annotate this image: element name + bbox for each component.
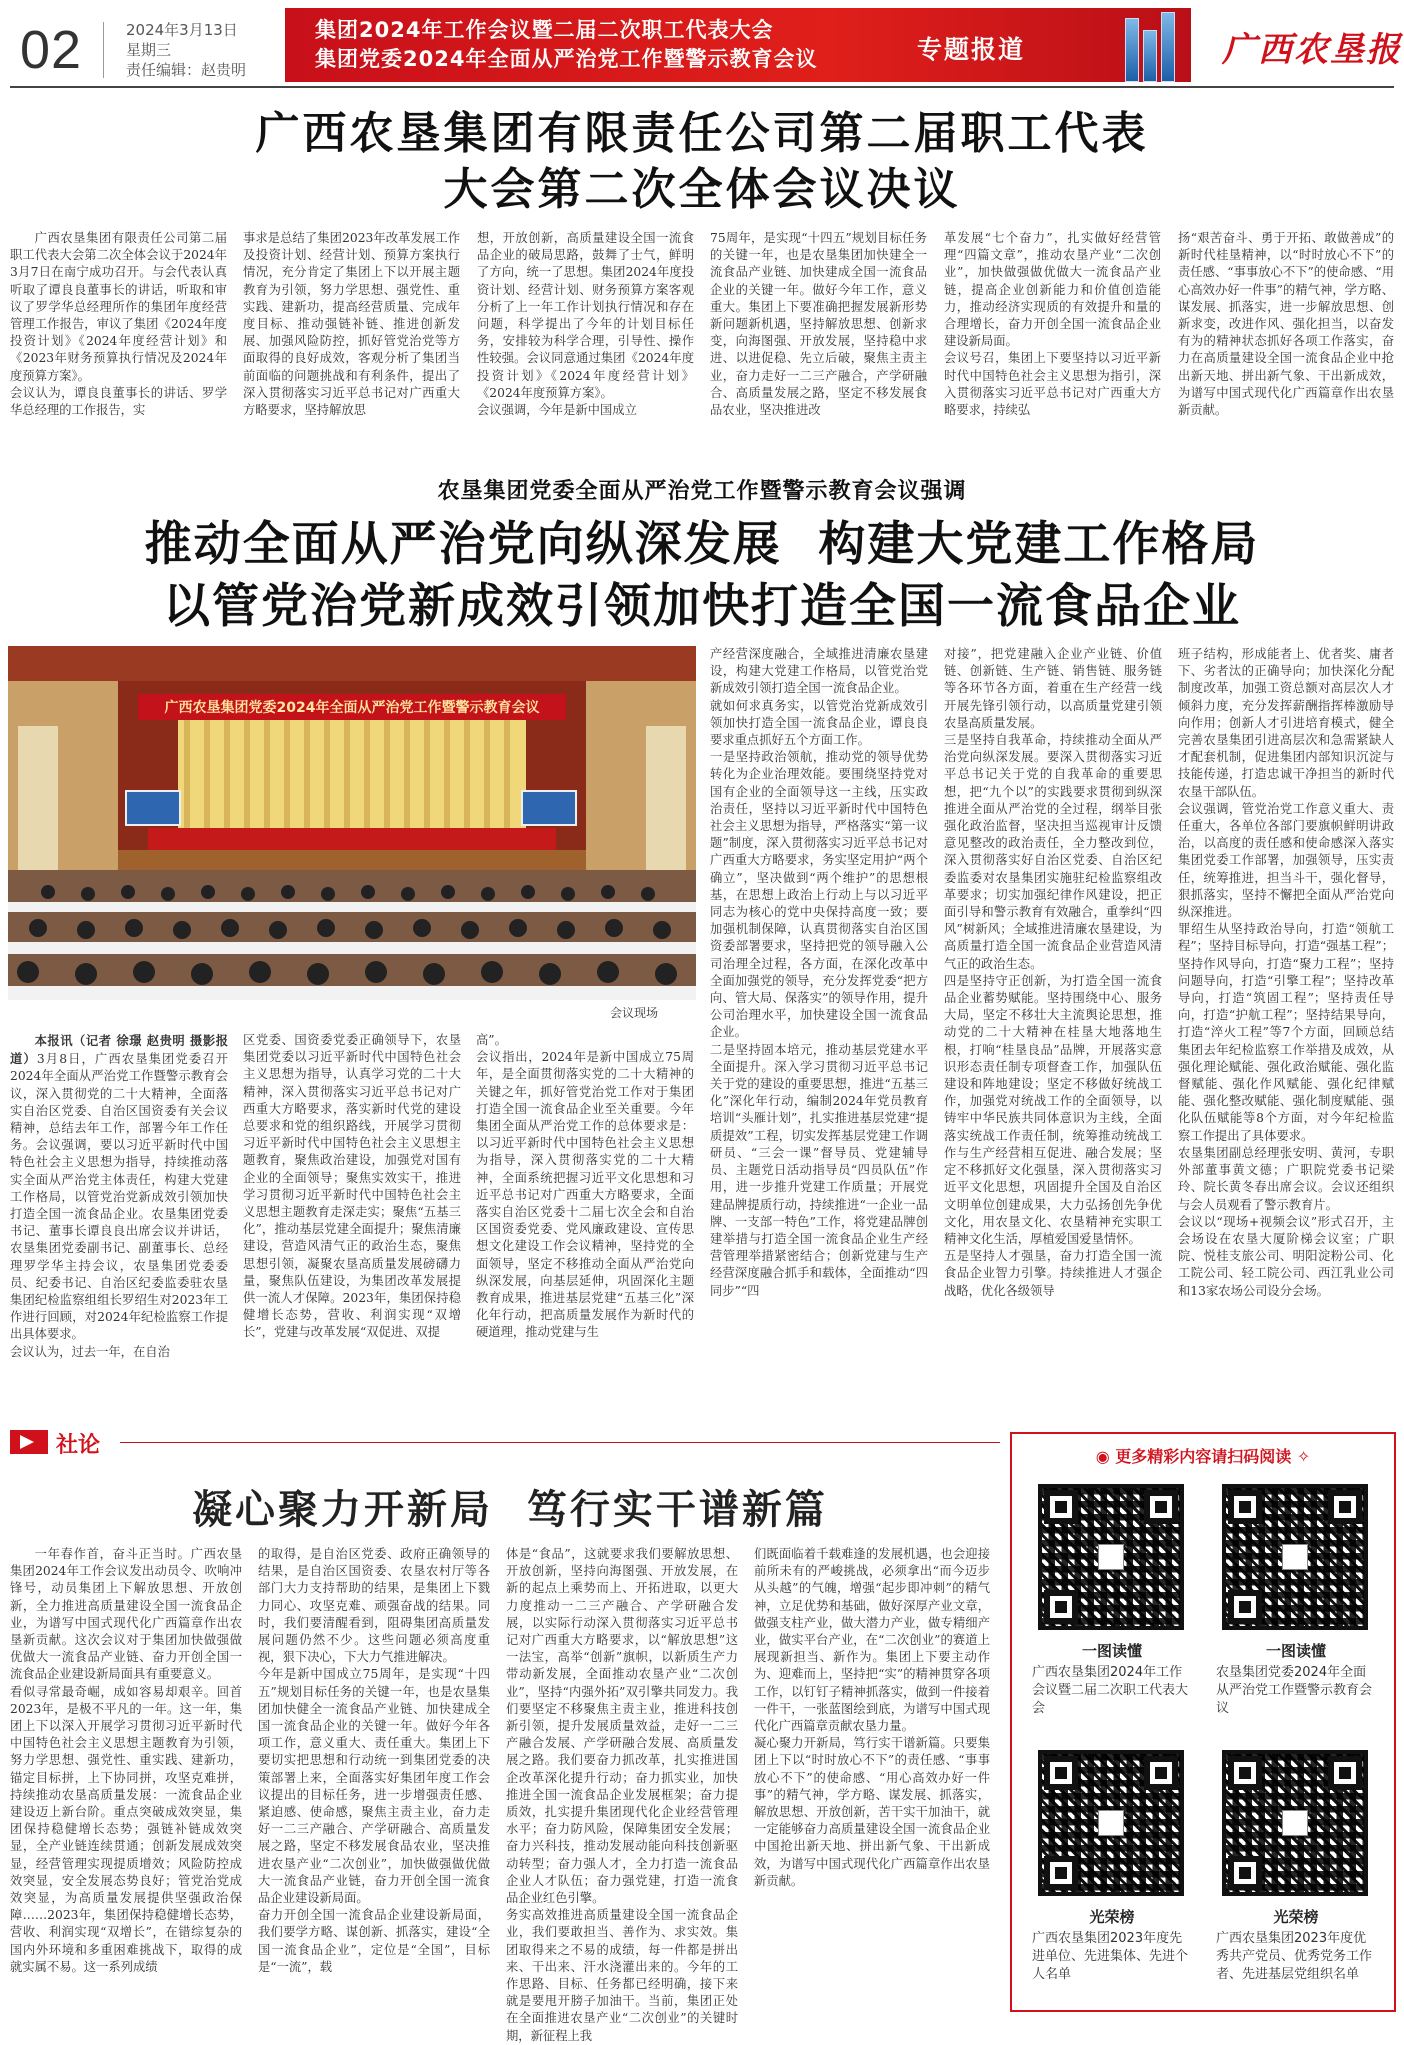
qr-panel-title-suffix: ✧ — [1291, 1447, 1311, 1466]
qr-code[interactable] — [1222, 1484, 1368, 1630]
article1-text: 革发展“七个奋力”，扎实做好经营管理“四篇文章”，推动农垦产业“二次创业”，加快做强做优做大一流食品产业链，提高企业创新能力和价值创造能力，推动经济实现质的有效提升和量的合理增长，奋力开创全国一流食品企业建设新局面。 会议号召，集团上下要坚持以习近平新时代中国特色社会主义思想为指引，深入贯彻落实习近平总书记对广西重大方略要求，持续弘 — [944, 231, 1161, 418]
article1-column — [243, 230, 460, 458]
banner-line-1: 集团2024年工作会议暨二届二次职工代表大会 — [315, 18, 774, 42]
article1-text: 事求是总结了集团2023年改革发展工作及投资计划、经营计划、预算方案执行情况，充分肯定了集团上下以开展主题教育为引领，努力学思想、强党性、重实践、建新功，提高经营质量、完成年度目标、推动强链补链、推进创新发展、加强风险防控，抓好管党治党等方面取得的良好成效，客观分析了集团当前面临的问题挑战和有利条件，提出了深入贯彻落实习近平总书记对广西重大方略要求，坚持解放思 — [243, 231, 460, 418]
article2-title-line-2: 以管党治党新成效引领加快打造全国一流食品企业 — [163, 579, 1241, 634]
qr-finder-icon — [1044, 1856, 1078, 1890]
qr-logo-icon — [1098, 1810, 1124, 1836]
qr-panel-title-text: 更多精彩内容请扫码阅读 — [1115, 1447, 1292, 1466]
section-rule — [120, 1442, 1000, 1443]
qr-finder-icon — [1328, 1490, 1362, 1524]
photo-caption: 会议现场 — [610, 1006, 659, 1020]
arrow-icon — [10, 1430, 48, 1454]
article1-title-line-2: 大会第二次全体会议决议 — [443, 164, 961, 215]
qr-description: 广西农垦集团2023年度先进单位、先进集体、先进个人名单 — [1032, 1931, 1189, 1982]
editorial-column — [258, 1546, 490, 2014]
qr-code-panel — [1010, 1432, 1396, 2012]
editorial-text: 体是“食品”，这就要求我们要解放思想、开放创新，坚持向海图强、开放发展，在新的起点上乘势而上、开拓进取，以更大力度推动一二三产融合、产学研融合发展，以实际行动深入贯彻落实习近平总书记对广西重大方略要求，以“解放思想”这一法宝，高举“创新”旗帜，以新质生产力带动新发展，全面推动农垦产业“二次创业”，坚持“内强外拓”双引擎共同发力。我们要坚定不移聚焦主责主业，推进科技创新引领，提升发展质量效益，走好一二三产融合发展、产学研融合发展、高质量发展之路。我们要奋力抓改革，扎实推进国企改革深化提升行动；奋力抓实业，加快推进全国一流食品企业发展框架；奋力提质效，扎实提升集团现代化企业经营管理水平；奋力防风险，保障集团安全发展；奋力兴科技，推动发展动能向科技创新驱动转型；奋力强人才，全力打造一流食品企业人才队伍；奋力强党建，打造一流食品企业红色引擎。 务实高效推进高质量建设全国一流食品企业，我们要敢担当、善作为、求实效。集团取得来之不易的成绩，每一件都是拼出来、干出来、汗水浇灌出来的。今年的工作思路、目标、任务都已经明确，接下来就是要甩开膀子加油干。当前，集团正处在全面推进农垦产业“二次创业”的关键时期，新征程上我 — [506, 1547, 738, 2043]
issue-meta — [126, 20, 246, 80]
editorial-title: 凝心聚力开新局 笃行实干谱新篇 — [192, 1486, 828, 1533]
qr-finder-icon — [1228, 1490, 1262, 1524]
banner-tag: 专题报道 — [917, 35, 1026, 64]
article2-kicker: 农垦集团党委全面从严治党工作暨警示教育会议强调 — [437, 478, 967, 504]
qr-label: 一图读懂 — [1265, 1642, 1326, 1660]
editorial-text: 一年春作首，奋斗正当时。广西农垦集团2024年工作会议发出动员令、吹响冲锋号，动员集团上下解放思想、开放创新，全力推进高质量建设全国一流食品企业，为谱写中国式现代化广西篇章作出农垦新贡献。这次会议对于集团加快做强做优做大一流食品产业链、奋力开创全国一流食品企业建设新局面具有重要意义。 看似寻常最奇崛，成如容易却艰辛。回首2023年，是极不平凡的一年。这一年，集团上下以深入开展学习贯彻习近平新时代中国特色社会主义思想主题教育为引领，努力学思想、强党性、重实践、建新功，锚定目标拼，上下协同拼，攻坚克难拼，持续推动农垦高质量发展：一流食品企业建设迈上新台阶。重点突破成效突显，集团保持稳健增长态势；强链补链成效突显，全产业链连续贯通；创新发展成效突显，经营管理实现提质增效；风险防控成效突显，安全发展态势良好；管党治党成效突显，为高质量发展提供坚强政治保障……2023年，集团保持稳健增长态势，营收、利润实现“双增长”，在错综复杂的国内外环境和多重困难挑战下，取得的成就实属不易。这一系列成绩 — [10, 1547, 242, 1974]
article2-text: 产经营深度融合，全域推进清廉农垦建设，构建大党建工作格局，以管党治党新成效引领打造全国一流食品企业。 就如何求真务实，以管党治党新成效引领加快打造全国一流食品企业，谭良良要求重点抓好五个方面工作。 一是坚持政治领航，推动党的领导优势转化为企业治理效能。要围绕坚持党对国有企业的全面领导这一主线，压实政治责任，坚持以习近平新时代中国特色社会主义思想为指导，严格落实“第一议题”制度，深入贯彻落实习近平总书记对广西重大方略要求，务实坚定用护“两个确立”，坚决做到“两个维护”的思想根基，在思想上政治上行动上与以习近平同志为核心的党中央保持高度一致；要加强机制保障，认真贯彻落实自治区国资委部署要求，坚持把党的领导融入公司治理全过程，各方面，在深化改革中全面加强党的领导，充分发挥党委“把方向、管大局、保落实”的领导作用，提升公司治理水平，加快建设全国一流食品企业。 二是坚持固本培元，推动基层党建水平全面提升。深入学习贯彻习近平总书记关于党的建设的重要思想，推进“五基三化”深化年行动，编制2024年党员教育培训“头雁计划”，扎实推进基层党建“提质提效”工程，切实发挥基层党建工作调研员、“三会一课”督导员、党建辅导员、主题党日活动指导员“四员队伍”作用，进一步推升党建工作质量；开展党建品牌提质行动，持续推进“一企业一品牌、一支部一特色”工作，将党建品牌创建举措与打造全国一流食品企业生产经营管理举措紧密结合；创新党建与生产经营深度融合抓手和载体，全面推动“四同步”“四 — [710, 647, 928, 1298]
qr-finder-icon — [1228, 1756, 1262, 1790]
issue-editor: 责任编辑：赵贵明 — [126, 61, 247, 79]
qr-finder-icon — [1044, 1756, 1078, 1790]
article2-column — [944, 646, 1162, 1410]
article1-column — [1178, 230, 1394, 458]
qr-logo-icon — [1098, 1544, 1124, 1570]
qr-logo-icon — [1282, 1810, 1308, 1836]
section-label: 社论 — [56, 1433, 101, 1458]
article2-column — [10, 1032, 228, 1410]
qr-finder-icon — [1144, 1490, 1178, 1524]
article2-title-line-1: 推动全面从严治党向纵深发展 构建大党建工作格局 — [144, 517, 1260, 572]
issue-date: 2024年3月13日 — [126, 21, 238, 39]
article2-column — [1178, 646, 1394, 1410]
article1-column — [477, 230, 694, 458]
article2-text: 高”。 会议指出，2024年是新中国成立75周年，是全面贯彻落实党的二十大精神的关键之年，抓好管党治党工作对于集团打造全国一流食品企业至关重要。今年集团全面从严治党工作的总体要求是：以习近平新时代中国特色社会主义思想为指导，深入贯彻落实党的二十大精神，全面系统把握习近平文化思想和习近平总书记对广西重大方略要求，全面落实自治区党委十二届七次全会和自治区国资委党委、党风廉政建设、宣传思想文化建设工作会议精神，坚持党的全面领导，坚定不移推动全面从严治党向纵深发展，向基层延伸，巩固深化主题教育成果，推进基层党建“五基三化”深化年行动，把高质量发展作为新时代的硬道理，推动党建与生 — [476, 1033, 694, 1340]
article1-text: 广西农垦集团有限责任公司第二届职工代表大会第二次全体会议于2024年3月7日在南宁成功召开。与会代表认真听取了谭良良董事长的讲话，听取和审议了罗学华总经理所作的集团年度经营管理工作报告，审议了集团《2024年度投资计划》《2024年度经营计划》和《2023年财务预算执行情况及2024年度预算方案》。 会议认为，谭良良董事长的讲话、罗学华总经理的工作报告，实 — [10, 231, 227, 418]
qr-panel-title-prefix: ◉ — [1095, 1447, 1116, 1466]
qr-description: 广西农垦集团2024年工作会议暨二届二次职工代表大会 — [1032, 1665, 1189, 1716]
building-icon — [1125, 18, 1139, 82]
article2-body: 3月8日，广西农垦集团党委召开2024年全面从严治党工作暨警示教育会议，深入贯彻党的二十大精神，全面落实自治区党委、自治区国资委有关会议精神，总结去年工作，部署今年工作任务。会议强调，要以习近平新时代中国特色社会主义思想为指导，持续推动落实全面从严治党主体责任，构建大党建工作格局，以管党治党新成效引领加快打造全国一流食品企业。农垦集团党委书记、董事长谭良良出席会议并讲话，农垦集团党委副书记、副董事长、总经理罗学华主持会议，农垦集团党委委员、纪委书记、自治区纪委监委驻农垦集团纪检监察组组长罗绍生对2023年工作进行回顾，对2024年纪检监察工作提出具体要求。 会议认为，过去一年，在自治 — [10, 1052, 228, 1359]
article1-text: 想，开放创新，高质量建设全国一流食品企业的破局思路，鼓舞了士气，鲜明了方向，统一了思想。集团2024年度投资计划、经营计划、财务预算方案客观分析了上一年工作计划执行情况和存在问题，科学提出了今年的计划目标任务，安排较为科学合理，引导性、操作性较强。会议同意通过集团《2024年度投资计划》《2024年度经营计划》《2024年度预算方案》。 会议强调，今年是新中国成立 — [477, 231, 694, 418]
header-divider — [103, 22, 104, 78]
qr-description: 广西农垦集团2023年度优秀共产党员、优秀党务工作者、先进基层党组织名单 — [1216, 1931, 1373, 1982]
article1-column — [710, 230, 927, 458]
qr-panel-title — [1012, 1444, 1394, 1467]
article2-column — [710, 646, 928, 1410]
article2-text: 对接”，把党建融入企业产业链、价值链、创新链、生产链、销售链、服务链等各环节各方面，着重在生产经营一线开展先锋引领行动，以高质量党建引领农垦高质量发展。 三是坚持自我革命，持续推动全面从严治党向纵深发展。要深入贯彻落实习近平总书记关于党的自我革命的重要思想，把“九个以”的实践要求贯彻到纵深推进全面从严治党的全过程，纲举目张强化政治监督，坚决担当巡视审计反馈意见整改的政治责任，全力整改到位，深入贯彻落实好自治区党委、自治区纪委监委对农垦集团实施驻纪检监察组改革要求；切实加强纪律作风建设，把正面引导和警示教育有效融合，重拳纠“四风”树新风；全域推进清廉农垦建设，为高质量打造全国一流食品企业营造风清气正的政治生态。 四是坚持守正创新，为打造全国一流食品企业蓄势赋能。坚持围绕中心、服务大局，坚定不移壮大主流舆论思想，推动党的二十大精神在桂垦大地落地生根，打响“桂垦良品”品牌，开展落实意识形态责任制专项督查工作，加强队伍建设和阵地建设；坚定不移做好统战工作，加强党对统战工作的全面领导，以铸牢中华民族共同体意识为主线，全面落实统战工作责任制，统筹推动统战工作与生产经营相互促进、融合发展；坚定不移抓好文化强垦，深入贯彻落实习近平文化思想，巩固提升全国及自治区文明单位创建成果，大力弘扬创先争优文化，用农垦文化、农垦精神充实职工精神文化生活，厚植爱国爱垦情怀。 五是坚持人才强垦，奋力打造全国一流食品企业智力引擎。持续推进人才强企战略，优化各级领导 — [944, 647, 1162, 1298]
building-icon — [1143, 30, 1157, 82]
article1-text: 75周年，是实现“十四五”规划目标任务的关键一年，也是农垦集团加快建全一流食品产业链、加快建成全国一流食品企业的关键一年。做好今年工作，意义重大。集团上下要准确把握发展新形势新问题新机遇，坚持解放思想、创新求变，向海图强、开放发展，坚持稳中求进、以进促稳、先立后破，聚焦主责主业，奋力走好一二三产融合，产学研融合、高质量发展之路，坚定不移发展食品农业，坚决推进改 — [710, 231, 927, 418]
article2-text — [10, 1032, 228, 1361]
banner-lines — [315, 16, 817, 74]
article2-text: 班子结构，形成能者上、优者奖、庸者下、劣者汰的正确导向；加快深化分配制度改革，加强工资总额对高层次人才倾斜力度，充分发挥薪酬指挥棒激励导向作用；创新人才引进培育模式，健全完善农垦集团引进高层次和急需紧缺人才配套机制，促进集团内部知识沉淀与技能传递，打造忠诚干净担当的新时代农垦干部队伍。 会议强调，管党治党工作意义重大、责任重大，各单位各部门要旗帜鲜明讲政治，以高度的责任感和使命感深入落实集团党委工作部署，加强领导，压实责任，统筹推进，担当斗干，强化督导，狠抓落实，坚持不懈把全面从严治党向纵深推进。 罪绍生从坚持政治导向，打造“领航工程”；坚持目标导向，打造“强基工程”；坚持作风导向，打造“聚力工程”；坚持问题导向，打造“引擎工程”；坚持改革导向，打造“筑固工程”；坚持责任导向，打造“护航工程”；坚持结果导向，打造“淬火工程”等7个方面，回顾总结集团去年纪检监察工作举措及成效，从强化理论赋能、强化政治赋能、强化监督赋能、强化作风赋能、强化纪律赋能、强化整改赋能、强化制度赋能、强化队伍赋能等8个方面，对今年纪检监察工作提出了具体要求。 农垦集团副总经理张安明、黄河，专职外部董事黄文德；广职院党委书记梁玲、院长黄冬春出席会议。会议还组织与会人员观看了警示教育片。 会议以“现场+视频会议”形式召开，主会场设在农垦大厦阶梯会议室；广职院、悦桂支旅公司、明阳淀粉公司、化工院公司、轻工院公司、西江乳业公司和13家农场公司设分会场。 — [1178, 647, 1394, 1298]
article1-text: 扬“艰苦奋斗、勇于开拓、敢做善成”的新时代桂垦精神，以“时时放心不下”的责任感、“事事放心不下”的使命感、“用心高效办好一件事”的精气神，学方略、谋发展、抓落实，进一步解放思想、创新求变，改进作风、强化担当，以奋发有为的精神状态抓好各项工作落实，奋力在高质量建设全国一流食品企业中抢出新天地、拼出新气象、干出新成效，为谱写中国式现代化广西篇章作出农垦新贡献。 — [1178, 231, 1394, 418]
qr-finder-icon — [1044, 1490, 1078, 1524]
qr-logo-icon — [1282, 1544, 1308, 1570]
page-number: 02 — [20, 20, 83, 80]
editorial-column — [10, 1546, 242, 2014]
qr-code[interactable] — [1038, 1484, 1184, 1630]
article1-title — [60, 106, 1344, 218]
qr-label: 光荣榜 — [1089, 1908, 1135, 1926]
article1-title-line-1: 广西农垦集团有限责任公司第二届职工代表 — [255, 108, 1149, 159]
qr-label: 一图读懂 — [1081, 1642, 1142, 1660]
qr-code[interactable] — [1222, 1750, 1368, 1896]
editorial-text: 的取得，是自治区党委、政府正确领导的结果，是自治区国资委、农垦农村厅等各部门大力支持帮助的结果，是集团上下戮力同心、攻坚克难、顽强奋战的结果。同时，我们要清醒看到，阻碍集团高质量发展问题仍然不少。这些问题必须高度重视，狠下决心，下大力气推进解决。 今年是新中国成立75周年，是实现“十四五”规划目标任务的关键一年，也是农垦集团加快健全一流食品产业链、加快建成全国一流食品企业的关键一年。做好今年各项工作，意义重大、责任重大。集团上下要切实把思想和行动统一到集团党委的决策部署上来，全面落实好集团年度工作会议提出的目标任务，进一步增强责任感、紧迫感、使命感，聚焦主责主业，奋力走好一二三产融合、产学研融合、高质量发展之路，坚定不移发展食品农业，坚决推进农垦产业“二次创业”，加快做强做优做大一流食品产业链，奋力开创全国一流食品企业建设新局面。 奋力开创全国一流食品企业建设新局面，我们要学方略、谋创新、抓落实，建设“全国一流食品企业”，定位是“全国”，目标是“一流”，载 — [258, 1547, 490, 1974]
article2-column — [243, 1032, 461, 1410]
qr-finder-icon — [1144, 1756, 1178, 1790]
qr-code[interactable] — [1038, 1750, 1184, 1896]
photo-stage-banner: 广西农垦集团党委2024年全面从严治党工作暨警示教育会议 — [164, 700, 540, 716]
meeting-photo — [8, 646, 696, 1000]
article1-column — [944, 230, 1161, 458]
article2-text: 区党委、国资委党委正确领导下，农垦集团党委以习近平新时代中国特色社会主义思想为指导，认真学习党的二十大精神，深入贯彻落实习近平总书记对广西重大方略要求，落实新时代党的建设总要求和党的组织路线，开展学习贯彻习近平新时代中国特色社会主义思想主题教育，聚焦政治建设，加强党对国有企业的全面领导；聚焦实效实干，推进学习贯彻习近平新时代中国特色社会主义思想主题教育走深走实；聚焦“五基三化”，推动基层党建全面提升；聚焦清廉建设，营造风清气正的政治生态，聚焦思想引领，凝聚农垦高质量发展磅礴力量，聚焦队伍建设，为集团改革发展提供一流人才保障。2023年，集团保持稳健增长态势，营收、利润实现“双增长”，党建与改革发展“双促进、双提 — [243, 1033, 461, 1340]
qr-label: 光荣榜 — [1273, 1908, 1319, 1926]
article2-title — [60, 514, 1344, 638]
header-rule — [10, 86, 1394, 88]
special-report-banner[interactable] — [285, 8, 1191, 82]
editorial-column — [754, 1546, 990, 2014]
qr-finder-icon — [1328, 1756, 1362, 1790]
meeting-hall-illustration — [8, 646, 696, 1000]
article1-column — [10, 230, 227, 458]
article2-column — [476, 1032, 694, 1410]
editorial-text: 们既面临着千载难逢的发展机遇，也会迎接前所未有的严峻挑战，必须拿出“而今迈步从头越”的气魄，增强“起步即冲刺”的精气神，立足优势和基础，做好深厚产业文章，做强支柱产业，做大潜力产业，做专精细产业，做实平台产业，在“二次创业”的赛道上展现新担当、新作为。集团上下要主动作为、迎难而上，坚持把“实”的精神贯穿各项工作，以钉钉子精神抓落实，做到一件接着一件干，一张蓝图绘到底，为谱写中国式现代化广西篇章贡献农垦力量。 凝心聚力开新局，笃行实干谱新篇。只要集团上下以“时时放心不下”的责任感、“事事放心不下”的使命感、“用心高效办好一件事”的精气神，学方略、谋发展、抓落实，解放思想、开放创新，苦干实干加油干，就一定能够奋力高质量建设全国一流食品企业中国抢出新天地、拼出新气象、干出新成效，为谱写中国式现代化广西篇章作出农垦新贡献。 — [754, 1547, 990, 1888]
qr-finder-icon — [1228, 1590, 1262, 1624]
qr-finder-icon — [1228, 1856, 1262, 1890]
banner-line-2: 集团党委2024年全面从严治党工作暨警示教育会议 — [315, 47, 818, 71]
article2-lead: 本报讯（记者 徐璟 赵贵明 摄影报道） — [10, 1033, 228, 1067]
newspaper-logo: 广西农垦报 — [1222, 30, 1402, 70]
qr-finder-icon — [1044, 1590, 1078, 1624]
building-icon — [1161, 12, 1175, 82]
editorial-column — [506, 1546, 738, 2043]
issue-weekday: 星期三 — [126, 41, 172, 59]
qr-description: 农垦集团党委2024年全面从严治党工作暨警示教育会议 — [1216, 1665, 1373, 1716]
